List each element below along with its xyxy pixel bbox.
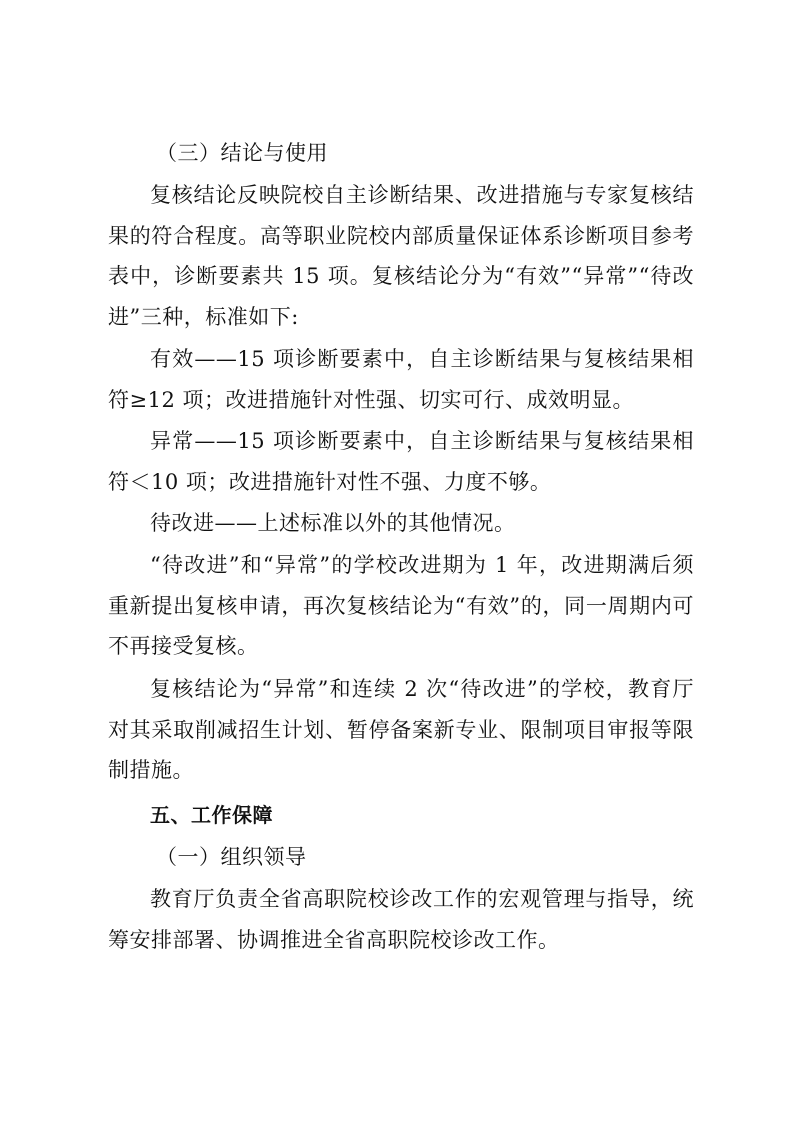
- section-heading-work-guarantee: 五、工作保障: [150, 803, 273, 827]
- paragraph-standard-valid: 有效——15 项诊断要素中，自主诊断结果与复核结果相符≥12 项；改进措施针对性强、切实可行、成效明显。: [108, 347, 694, 412]
- paragraph-review-conclusion: 复核结论反映院校自主诊断结果、改进措施与专家复核结果的符合程度。高等职业院校内部质量保证体系诊断项目参考表中，诊断要素共 15 项。复核结论分为“有效”“异常”“待改进”三种，标准如下:: [108, 183, 694, 329]
- paragraph-standard-abnormal: 异常——15 项诊断要素中，自主诊断结果与复核结果相符＜10 项；改进措施针对性不强、力度不够。: [108, 429, 694, 494]
- subsection-heading-organization-leadership: （一）组织领导: [156, 845, 307, 869]
- paragraph-leadership: 教育厅负责全省高职院校诊改工作的宏观管理与指导，统筹安排部署、协调推进全省高职院校诊改工作。: [108, 887, 694, 952]
- paragraph-restrictive-measures: 复核结论为“异常”和连续 2 次“待改进”的学校，教育厅对其采取削减招生计划、暂停备案新专业、限制项目审报等限制措施。: [108, 677, 694, 782]
- paragraph-improvement-period: “待改进”和“异常”的学校改进期为 1 年，改进期满后须重新提出复核申请，再次复核结论为“有效”的，同一周期内可不再接受复核。: [108, 553, 694, 658]
- paragraph-standard-pending: 待改进——上述标准以外的其他情况。: [150, 511, 516, 535]
- section-heading-conclusion-and-use: （三）结论与使用: [156, 141, 328, 165]
